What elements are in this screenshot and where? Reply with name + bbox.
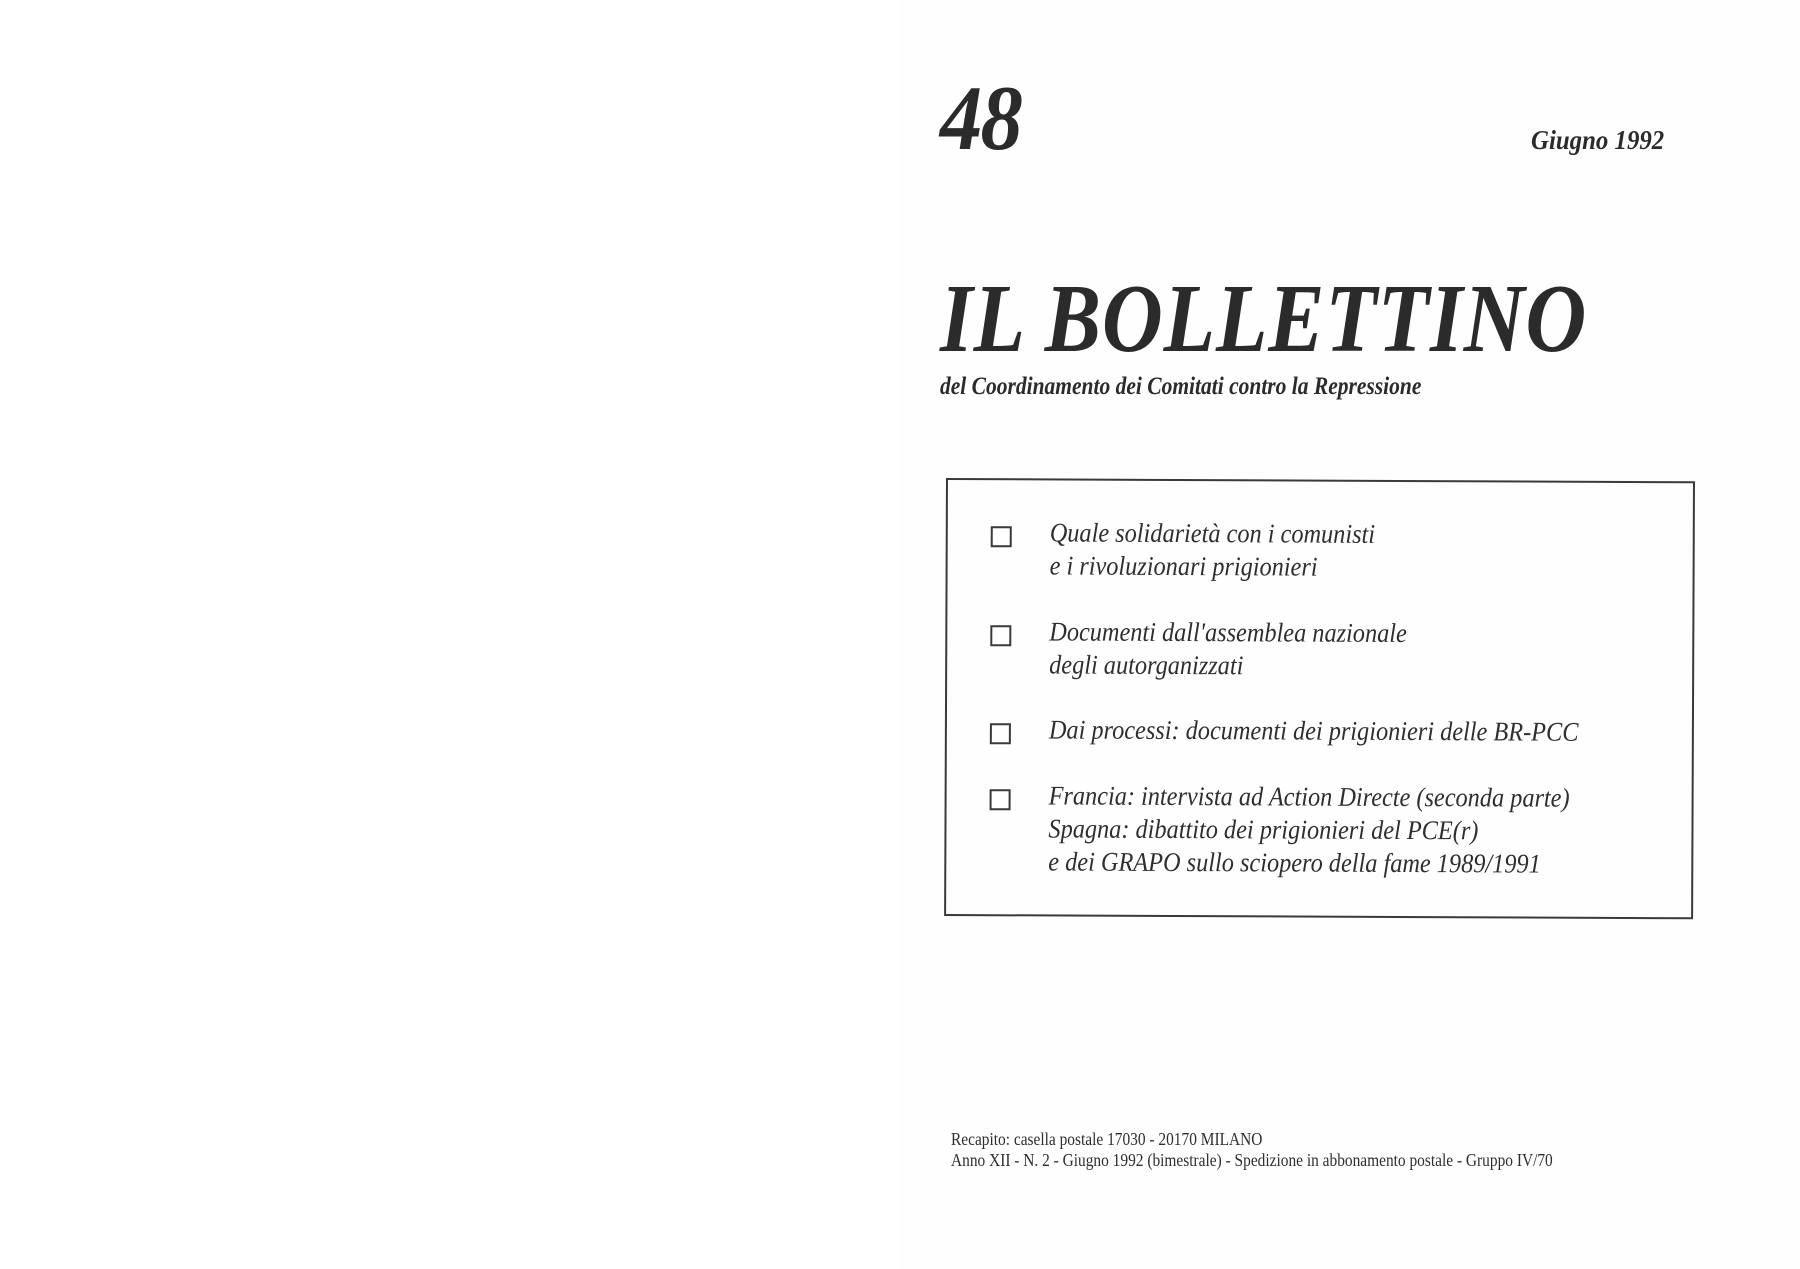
toc-line: Quale solidarietà con i comunisti [1049,517,1376,549]
toc-line: Francia: intervista ad Action Directe (seconda parte) [1048,780,1570,813]
toc-item-solidarity [948,517,1693,582]
toc-line: Dai processi: documenti dei prigionieri delle BR-PCC [1048,714,1579,747]
toc-line: e dei GRAPO sullo sciopero della fame 1989/1991 [1048,846,1541,879]
footer-publication-info: Anno XII - N. 2 - Giugno 1992 (bimestrale) - Spedizione in abbonamento postale - Gruppo IV/70 [951,1150,1553,1170]
issue-date: Giugno 1992 [1531,125,1665,155]
toc-item-text [1049,615,1407,683]
footer-address: Recapito: casella postale 17030 - 20170 MILANO [951,1129,1263,1149]
checkbox-empty-icon [991,526,1012,547]
masthead-title: IL BOLLETTINO [940,265,1588,373]
toc-line: Documenti dall'assemblea nazionale [1049,616,1407,649]
toc-item-assembly-documents [947,616,1692,681]
toc-item-text [1050,516,1376,583]
toc-item-international [947,780,1692,879]
checkbox-empty-icon [990,723,1011,744]
toc-item-text [1049,713,1579,748]
masthead-subtitle: del Coordinamento dei Comitati contro la Repressione [940,373,1422,400]
toc-item-text [1048,779,1569,880]
toc-line: Spagna: dibattito dei prigionieri del PCE(r) [1048,813,1479,846]
checkbox-empty-icon [990,625,1011,646]
issue-number: 48 [940,67,1021,169]
toc-line: degli autorganizzati [1049,649,1244,681]
toc-item-trials [947,714,1692,747]
checkbox-empty-icon [990,789,1011,810]
toc-line: e i rivoluzionari prigionieri [1049,550,1318,582]
table-of-contents-box [944,478,1695,919]
